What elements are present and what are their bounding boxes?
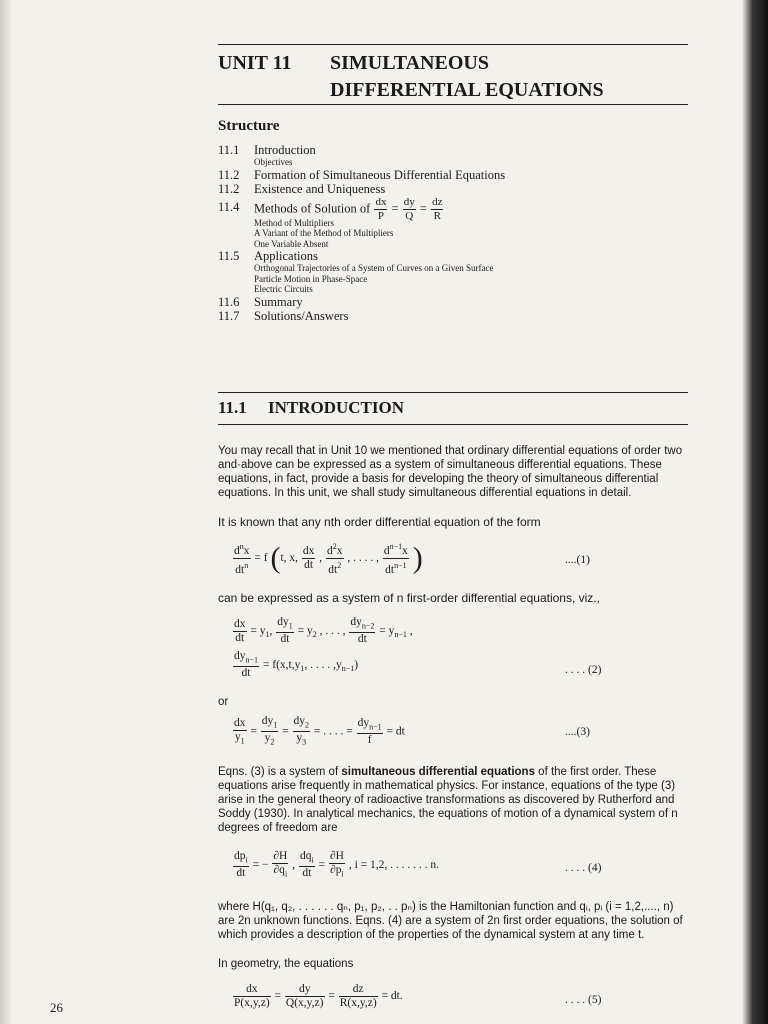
toc-item: 11.2 Formation of Simultaneous Differential Equations xyxy=(218,167,506,182)
section-title: INTRODUCTION xyxy=(268,398,405,417)
scan-left-edge xyxy=(0,0,12,1024)
title-top-rule xyxy=(218,44,688,45)
paragraph: It is known that any nth order differential equation of the form xyxy=(218,515,541,529)
equation-number: . . . . (4) xyxy=(565,862,602,874)
section-number: 11.1 xyxy=(218,398,247,417)
equation-5: $\frac{dx}{P(x,y,z)}$ = $\frac{dy}{Q(x,y,z)}$ = $\frac{dz}{R(x,y,z)}$ = dt. xyxy=(234,983,403,1009)
table-of-contents xyxy=(218,143,688,323)
toc-item: 11.4 Methods of Solution of $\frac{dx}{P}$ = $\frac{dy}{Q}$ = $\frac{dz}{R}$ xyxy=(218,195,443,222)
equation-number: ....(1) xyxy=(565,554,590,566)
equation-number: . . . . (2) xyxy=(565,664,602,676)
equation-number: . . . . (5) xyxy=(565,994,602,1006)
toc-subitem: Method of Multipliers xyxy=(254,217,334,228)
structure-heading: Structure xyxy=(218,118,280,134)
paragraph: where H(q₁, q₂, . . . . . . qₙ, p₁, p₂, . . pₙ) is the Hamiltonian function and qᵢ, pᵢ (i = 1,2,...., n) are 2n unknown functions. Eqns. (4) are a system of 2n first order equations, the solution of which provides a description of the properties of the dynamical system at any time t. xyxy=(218,901,683,941)
toc-item: 11.2 Existence and Uniqueness xyxy=(218,181,386,196)
equation-4: $\frac{dp_i}{dt}$ = − $\frac{\partial H}{\partial q_i}$ , $\frac{dq_i}{dt}$ = $\frac{\partial H}{\partial p_i}$ , i = 1,2, . . . . . . . n. xyxy=(234,850,440,880)
equation-3: $\frac{dx}{y_1}$ = $\frac{dy_1}{y_2}$ = $\frac{dy_2}{y_3}$ = . . . . = $\frac{dy_{n-1}}{f}$ = dt xyxy=(234,715,405,747)
toc-subitem: Particle Motion in Phase-Space xyxy=(254,273,368,284)
toc-item: 11.1 Introduction xyxy=(218,143,316,157)
section-bottom-rule xyxy=(218,424,688,425)
paragraph: You may recall that in Unit 10 we mentioned that ordinary differential equations of order two and·above can be expressed as a system of simultaneous differential equations. These equations, in fact, provide a basis for developing the theory of simultaneous differential equations. In this unit, we shall study simultaneous differential equations in detail. xyxy=(218,445,683,499)
paragraph: can be expressed as a system of n first-order differential equations, viz., xyxy=(218,591,600,605)
toc-subitem: One Variable Absent xyxy=(254,238,329,249)
unit-title-line1: SIMULTANEOUS xyxy=(330,52,489,74)
scan-right-edge xyxy=(742,0,768,1024)
paragraph: Eqns. (3) is a system of simultaneous differential equations of the first order. These equations arise frequently in mathematical physics. For instance, equations of the type (3) arise in the general theory of radioactive transformations as discovered by Rutherford and Soddy (1930). In analytical mechanics, the equations of motion of a dynamical system of n degrees of freedom are xyxy=(218,766,678,834)
toc-subitem: A Variant of the Method of Multipliers xyxy=(254,228,394,238)
toc-subitem: Electric Circuits xyxy=(254,284,313,294)
section-top-rule xyxy=(218,392,688,393)
toc-item: 11.6 Summary xyxy=(218,294,303,309)
paragraph: In geometry, the equations xyxy=(218,958,354,970)
paragraph: or xyxy=(218,696,229,708)
section-heading xyxy=(218,398,404,418)
toc-subitem: Objectives xyxy=(254,157,293,167)
toc-item: 11.7 Solutions/Answers xyxy=(218,308,349,323)
title-bottom-rule xyxy=(218,104,688,105)
equation-2-line1: $\frac{dx}{dt}$ = $y_1$, $\frac{dy_1}{dt}$ = $y_2$ , . . . , $\frac{dy_{n-2}}{dt}$ = $y_{n-1}$ , xyxy=(234,616,413,646)
bold-term: simultaneous differential equations xyxy=(341,766,535,778)
equation-number: ....(3) xyxy=(565,726,590,738)
toc-subitem: Orthogonal Trajectories of a System of Curves on a Given Surface xyxy=(254,263,494,273)
equation-1: $\frac{d^nx}{dt^n}$ = f (t, x, $\frac{dx}{dt}$ , $\frac{d^2x}{dt^2}$ , . . . . , $\frac{d^{n-1}x}{dt^{n-1}}$ ) xyxy=(234,541,423,576)
page-number: 26 xyxy=(50,1000,63,1015)
equation-2-line2: $\frac{dy_{n-1}}{dt}$ = $f(x,t,y_1$, . . . . $,y_{n-1}$) xyxy=(234,650,359,680)
toc-item: 11.5 Applications xyxy=(218,249,318,263)
unit-title-line2: DIFFERENTIAL EQUATIONS xyxy=(330,79,604,101)
unit-label: UNIT 11 xyxy=(218,52,292,74)
